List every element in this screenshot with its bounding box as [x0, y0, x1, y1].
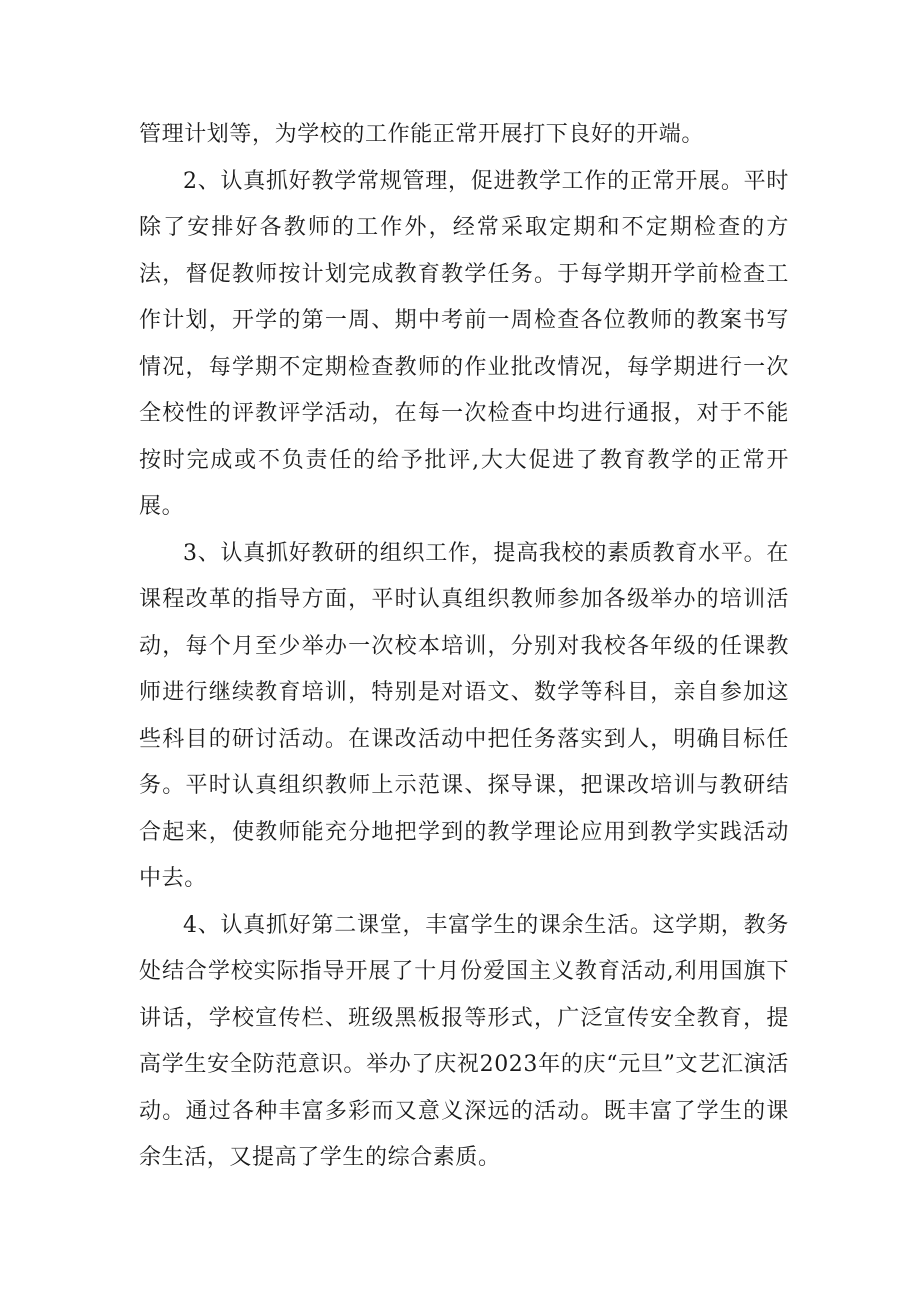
paragraph-1-continuation: 管理计划等，为学校的工作能正常开展打下良好的开端。	[139, 122, 705, 147]
paragraph-4-second-classroom: 4、认真抓好第二课堂，丰富学生的课余生活。这学期，教务处结合学校实际指导开展了十月份爱国主义教育活动,利用国旗下讲话，学校宣传栏、班级黑板报等形式，广泛宣传安全教育，提高学生安全防范意识。举办了庆祝2023年的庆“元旦”文艺汇演活动。通过各种丰富多彩而又意义深远的活动。既丰富了学生的课余生活，又提高了学生的综合素质。	[139, 912, 789, 1170]
paragraph-3-teaching-research: 3、认真抓好教研的组织工作，提高我校的素质教育水平。在课程改革的指导方面，平时认真组织教师参加各级举办的培训活动，每个月至少举办一次校本培训，分别对我校各年级的任课教师进行继续教育培训，特别是对语文、数学等科目，亲自参加这些科目的研讨活动。在课改活动中把任务落实到人，明确目标任务。平时认真组织教师上示范课、探导课，把课改培训与教研结合起来，使教师能充分地把学到的教学理论应用到教学实践活动中去。	[139, 540, 789, 891]
document-body	[139, 112, 789, 1182]
paragraph-2-teaching-routine: 2、认真抓好教学常规管理，促进教学工作的正常开展。平时除了安排好各教师的工作外，经常采取定期和不定期检查的方法，督促教师按计划完成教育教学任务。于每学期开学前检查工作计划，开学的第一周、期中考前一周检查各位教师的教案书写情况，每学期不定期检查教师的作业批改情况，每学期进行一次全校性的评教评学活动，在每一次检查中均进行通报，对于不能按时完成或不负责任的给予批评,大大促进了教育教学的正常开展。	[139, 168, 789, 519]
